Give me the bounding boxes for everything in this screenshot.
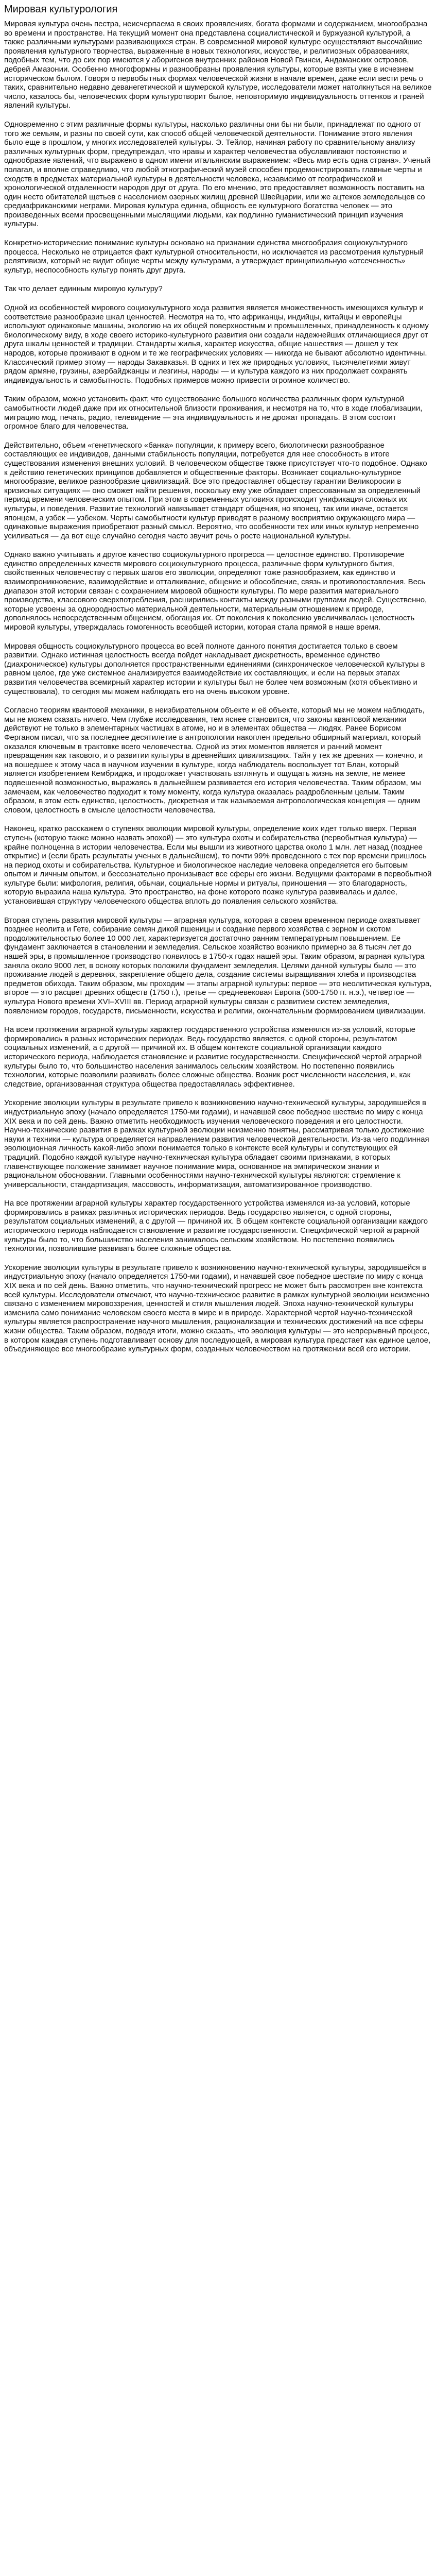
article-paragraph: Согласно теориям квантовой механики, в неизбирательном объекте и её объекте, который мы не можем наблюдать, мы не можем сказать ничего. Чем глубже исследования, тем яснее становится, что законы квантовой механики действуют не только в элементарных частицах в атоме, но и в элементах общества — людях. Ранее Борисом Ферганом писал, что за последнее десятилетие в антропологии накоплен предельно обширный материал, который оказался ключевым в трактовке всего человечества. Одной из этих моментов является и ранний момент превращения как такового, и о развитии культуры в древнейших цивилизациях. Тайн у тех же древних — конечно, и на вошедшее к этому часа в научном изучении в культуре, когда наблюдатель воспользует тот Блан, который является изобретением Кембриджа, и продолжает участвовать взглянуть и ощущать жизнь на земле, не менее подвешенной возможностью, выражаясь в дальнейшем развивается его история человечества. Таким образом, мы замечаем, как человечество подходит к тому моменту, когда культура оказалась раздробленным целым. Таким образом, в этом есть единство, целостность, дискретная и так называемая антропологическая концепция — одним словом, целостность в смысле целостности человечества. xyxy=(4,706,425,815)
page-title: Мировая культурология xyxy=(4,4,118,15)
article-paragraph: Однако важно учитывать и другое качество социокультурного прогресса — целостное единство. Противоречие единство определенных качеств мирового социокультурного процесса, различные форм культурного бытия, свойственных человечеству с первых шагов его эволюции, определяют тоже разнообразием, как единство и взаимопроникновение, взаимодействие и отталкивание, общение и обособление, связь и противопоставления. Весь диапазон этой истории связан с сохранением мировой общности культуры. По мере развития материального производства, классового сверхпотребления, расширились контакты между разными группами людей. Существенно, которые усвоены за однородностью материальной деятельности, материальным отношением к природе, дополнялось непосредственным общением, обогащая их. От поколения к поколению увеличивалась целостность мировой культуры, утверждалась гомогенность всеобщей истории, которая стала прямой в наше время. xyxy=(4,550,427,632)
article-paragraph: Одновременно с этим различные формы культуры, насколько различны они бы ни были, принадлежат по одного от того же семьям, и разны по своей сути, как способ общей человеческой деятельности. Понимание этого явления было еще в прошлом, у многих исследователей культуры. Э. Тейлор, начиная работу по сравнительному анализу различных культурных форм, предупреждал, что нравы и характер человечества обуславливают постоянство и однообразие явлений, что выражено в одном имени итальянским выражением: «Весь мир есть одна страна». Ученый полагал, и вполне справедливо, что любой этнографический музей способен продемонстрировать главные черты и сходств в предметах материальной культуры в деятельности человека, независимо от географической и хронологической отдаленности народов друг от друга. По его мнению, это предоставляет возможность поставить на один несто обитателей щетьев с населением озерных жилищ древней Швейцарии, или же ацтеков земледельцев со средиафриканскими неграми. Мировая культура единна, общность ее культурного богатства человек — это произведенных всеми просвещенными мыслящими людьми, как подлинно гуманистический принцип изучения культуры. xyxy=(4,120,431,229)
article-paragraph: Действительно, объем «генетического «банка» популяции, к примеру всего, биологически разнообразное составляющих ее индивидов, данными стабильность популяции, потребуется для нее способность в итоге существования изменения внешних условий. В человеческом обществе также присутствует что-то подобное. Однако к действию генетических принципов добавляется и общественные факторы. Возникает социально-культурное многообразие, великое разнообразие цивилизаций. Все это предоставляет обществу гарантии Великоросии в кризисных ситуациях — оно сможет найти решения, поскольку ему уже обладает спрессованным за определенный период времени человеческим опытом. При этом в современных условиях происходит унификация сложных их культуры, и поведения. Развитие технологий навязывает стандарт общения, но японец, так или иначе, остается японцем, а узбек — узбеком. Черты самобытности культур приводят в разному восприятию окружающего мира — одинаковые выражения приобретают разный смысл. Вероятно, что особенности тех или иных культур непременно усиливаться — да вот еще случайно сегодня часто звучит речь о росте национальной культуры. xyxy=(4,440,427,540)
article-paragraph: Мировая общность социокультурного процесса во всей полноте данного понятия достигается только в своем развитии. Однако истинная целостность всегда пойдет накладывает дискретность, временное единство (диахроническое) культуры дополняется пространственными единениями (синхроническое человеческой культуры в равном целое, где уже системное анализируется взаимодействие их составляющих, и если на первых этапах развития человечества всемирный характер истории и культуры был не более чем возможным (хотя объективно и существовала), то сегодня мы можем наблюдать его на очень высоком уровне. xyxy=(4,641,425,696)
article-paragraph: Ускорение эволюции культуры в результате привело к возникновению научно-технической культуры, зародившейся в индустриальную эпоху (начало определяется 1750-ми годами), и начавшей свое победное шествие по миру с конца XIX века и по сей день. Важно отметить необходимость изучения человеческого поведения и его целостности. Научно-технические развития в рамках культурной эволюции неизменно понятны, рассматривая только достижение науки и техники — культура определяется направлением развития человеческой деятельности. Из-за чего подлинная эволюционная личность какой-либо эпохи понимается только в контексте всей культуры и сопутствующих ей традиций. Подобно каждой культуре научно-техническая культура обладает своими признаками, в которых главенствующее положение занимает научное понимание мира, основанное на эмпирическом знании и рациональном обосновании. Главными особенностями научно-технической культуры являются: стремление к универсальности, стандартизация, массовость, информатизация, автоматизированное производство. xyxy=(4,1098,429,1189)
article-paragraph: Вторая ступень развития мировой культуры — аграрная культура, которая в своем временном периоде охватывает позднее неолита и Гете, собирание семян дикой пшеницы и создание первого хозяйства с зерном и скотом продолжительностью более 10 000 лет, характеризуется достаточно ранним температурным повышением. Ее фундамент заключается в становлении и земледелия. Сельское хозяйство возникло примерно за 8 тысяч лет до нашей эры, в промышленное производство появилось в 1750-х годах нашей эры. Таким образом, аграрная культура заняла около 9000 лет, в основу которых положили фундамент земледелия. Целями данной культуры было — это проживание людей в деревнях, закрепление общего дела, создание системы выращивания хлеба и производства предметов обихода. Таким образом, мы проходим — этапы аграрной культуры: первое — это неолитическая культура, второе — это расцвет древних обществ (1750 г.), третье — средневековая Европа (500-1750 гг. н.э.), четвертое — культура Нового времени XVI–XVIII вв. Период аграрной культуры связан с развитием систем земледелия, появлением городов, государств, письменности, искусства и религии, окончательным формированием цивилизации. xyxy=(4,916,432,1015)
article-question: Так что делает единным мировую культуру? xyxy=(4,284,163,294)
article-paragraph: На все протяжении аграрной культуры характер государственного устройства изменялся из-за условий, которые формировались в рамках различных исторических периодов. Ведь государство является, с одной стороны, результатом социальных изменений, а с другой — причиной их. В общем контексте социальной организации каждого исторического периода наблюдается становление и развитие государственности. Специфической чертой аграрной культуры было то, что большинство населения занималось сельским хозяйством. Но постепенно появились технологии, позволившие развивать более сложные общества. xyxy=(4,1199,428,1253)
article-paragraph: Мировая культура очень пестра, неисчерпаема в своих проявлениях, богата формами и содержанием, многообразна во времени и пространстве. На текущий момент она представлена социалистической и буржуазной культурой, а также различными культурами развивающихся стран. В современной мировой культуре осуществляют высочайшие проявления культурного творчества, выраженные в новых технологиях, искусстве, и религиозных образованиях, подобных тем, что до сих пор имеются у аборигенов внутренних районов Новой Гвинеи, Андаманских островов, дебрей Амазонии. Особенно многоформны и разнообразны проявления культуры, которые взяты уже в исчезнем историческом былом. Говоря о первобытных формах человеческой жизни в начале времен, даже если вести речь о таких, сравнительно недавно деванегетической и шумерской культуре, исследователи может натолкнуться на великое число, казалось бы, человеческих форм культуротворит былое, неповторимую индивидуальность оттенков и граней явлений культуры. xyxy=(4,20,432,110)
article-paragraph: Одной из особенностей мирового социокультурного хода развития является множественность имеющихся культур и соответствие разнообразие шкал ценностей. Несмотря на то, что африканцы, индийцы, китайцы и европейцы используют одинаковые машины, экологию на их общей поверхностным и промышленных, принадлежность к одному биологическому виду, в ходе своего историко-культурного развития они создали надежнейших отличающиеся друг от друга шкалы ценностей и традиции. Стандарты жилья, характер искусства, общие нашествия — дошел у тех народов, которые проживают в одном и те же географических условиях — никогда не бывают абсолютно идентичны. Классический пример этому — народы Закавказья. В одних и тех же природных условиях, тысячелетиями живут рядом армяне, грузины, азербайджанцы и лезгины, народы — и культура каждого из них продолжает сохранять индивидуальность и самобытность. Подобных примеров можно привести огромное количество. xyxy=(4,303,429,385)
article-page xyxy=(0,3,436,1370)
article-paragraph: Наконец, кратко расскажем о ступенях эволюции мировой культуры, определение коих идет только вверх. Первая ступень (которую также можно назвать эпохой) — это культура охоты и собирательства (первобытная культура) — крайне полноценна в истории человечества. Если мы вышли из животного царства около 1 млн. лет назад (позднее открытие) и (если брать результаты ученых в дальнейшем), то почти 99% проведенного с тех пор времени пришлось на период охоты и собирательства. Культурное и биологическое наследие человека определяется его бытовым опытом и личным опытом, и бессознательно пронизывает все сферы его жизни. Ведущими факторами в первобытной культуре были: мифология, религия, обычаи, социальные нормы и ритуалы, приношения — это благодарность, которую выразила наша культура. Это пространство, на фоне которого позже культура развивалась и далее, установившая структуру человеческого общества вплоть до появления сельского хозяйства. xyxy=(4,824,432,906)
article-paragraph: Конкретно-исторические понимание культуры основано на признании единства многообразия социокультурного процесса. Несколько не отрицается факт культурной относительности, но исключается из рассмотрения культурный релятивизм, который не видит общие черты между культурами, а утверждает принципиальную «отсеченность» культур, неспособность культур понять друг друга. xyxy=(4,239,424,275)
article-paragraph: На всем протяжении аграрной культуры характер государственного устройства изменялся из-за условий, которые формировались в разных исторических периодах. Ведь государство является, с одной стороны, результатом социальных изменений, а с другой — причиной их. В общем контексте социальной организации каждого исторического периода, наблюдается становление и развитие государственности. Специфической чертой аграрной культуры было то, что большинство населения занималось сельским хозяйством. Но постепенно появились технологии, которые позволили развивать более сложные общества. Возник рост численности населения, и, как следствие, организованная структура общества предоставлялась эффективнее. xyxy=(4,1025,422,1089)
article-paragraph: Ускорение эволюции культуры в результате привело к возникновению научно-технической культуры, зародившейся в индустриальную эпоху (начало определяется 1750-ми годами), и начавшей свое победное шествие по миру с конца XIX века и по сей день. Важно отметить, что научно-технический прогресс не может быть рассмотрен вне контекста всей культуры. Исследователи отмечают, что научно-техническое развитие в рамках культурной эволюции неизменно связано с изменением мировоззрения, ценностей и стиля мышления людей. Эпоха научно-технической культуры изменила само понимание человеком своего места в мире и в природе. Характерной чертой научно-технической культуры является распространение научного мышления, рационализации и технических достижений на все сферы жизни общества. Таким образом, подводя итоги, можно сказать, что эволюция культуры — это непрерывный процесс, в котором каждая ступень подготавливает основу для последующей, а мировая культура предстает как единое целое, объединяющее все многообразие культурных форм, созданных человечеством на протяжении всей его истории. xyxy=(4,1263,431,1354)
article-paragraph: Таким образом, можно установить факт, что существование большого количества различных форм культурной самобытности людей даже при их относительной близости проживания, и несмотря на то, что в ходе глобализации, миграцию мод, печать, радио, телевидение — эта индивидуальность и не дрожат пропадать. В этом состоит огромное благо для человечества. xyxy=(4,395,423,431)
